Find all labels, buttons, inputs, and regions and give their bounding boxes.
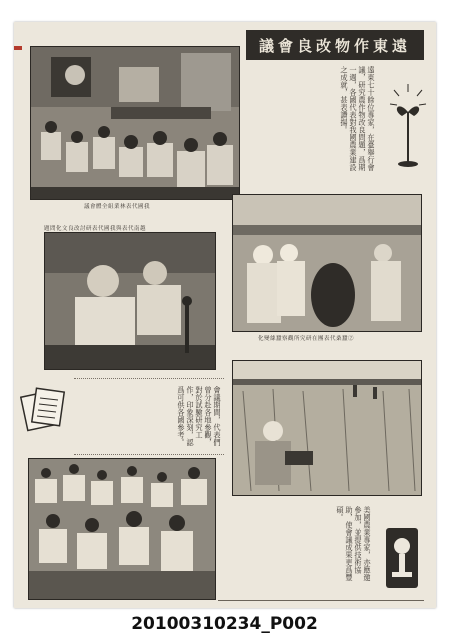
photo-field-inspection (232, 194, 422, 332)
red-mark (14, 46, 22, 50)
classroom-image (29, 459, 215, 599)
intro-text: 遠東七十餘位專家，在臺舉行會議，研究農作物改良問題，爲期一週，各國代表對我國農業建設之成就，甚表讚揚。 (340, 66, 376, 171)
archive-id: 20100310234_P002 (131, 614, 318, 634)
caption-photo-3: ②蠶桑代表團在研究所觀察蠶絲變化 (258, 336, 355, 342)
field-inspection-image (233, 195, 421, 331)
page-title-banner (246, 30, 424, 60)
photo-classroom (28, 458, 216, 600)
bottom-text: 美國農業專家，亦應邀參加，並提供技術協助，使會議成果更爲豐碩。 (336, 506, 372, 581)
bottom-rule (218, 600, 424, 601)
conference-hall-image (31, 47, 239, 199)
delegates-image (45, 233, 215, 369)
sprout-icon (388, 82, 428, 172)
page-title: 遠東作物改良會議 (259, 36, 412, 55)
photo-conference-hall (30, 46, 240, 200)
caption-photo-2: 越南代表與我國代表研討改良文化問題 (44, 226, 147, 232)
middle-text: 會議期間，代表們曾分赴各地參觀，對於試驗研究工作，印象深刻，認爲可供各國參考。 (177, 386, 222, 446)
harvest-field-image (233, 361, 421, 495)
divider-2 (74, 454, 224, 455)
divider-1 (74, 378, 224, 379)
microscope-icon (382, 526, 422, 590)
photo-delegates (44, 232, 216, 370)
documents-icon (20, 384, 68, 434)
magazine-page (14, 22, 436, 608)
caption-photo-1: 我國代表林業組全體會議 (84, 204, 151, 210)
photo-harvest-field (232, 360, 422, 496)
